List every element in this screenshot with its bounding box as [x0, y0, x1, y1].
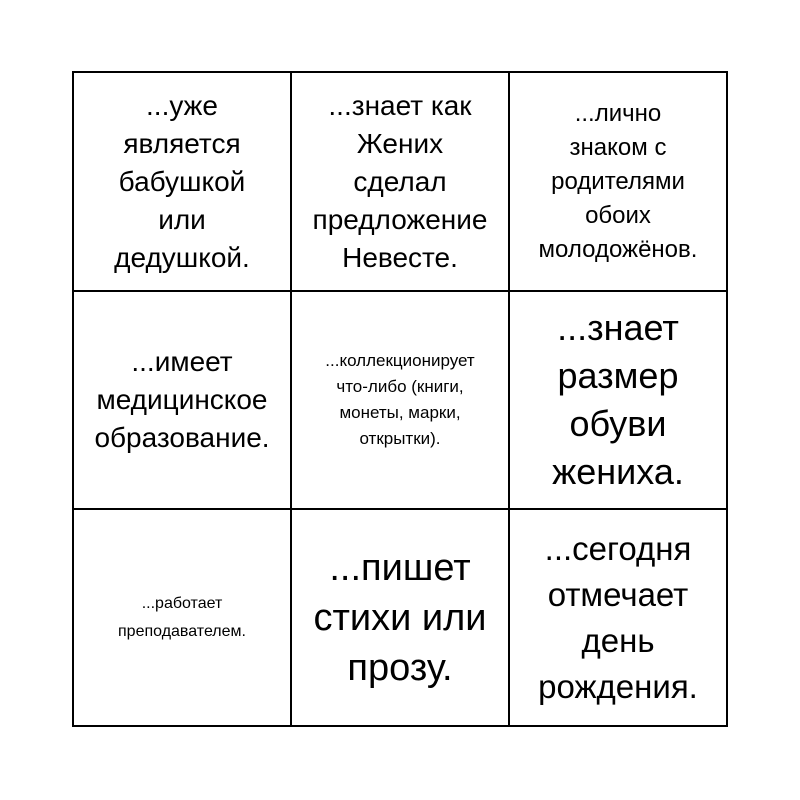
cell-text: ...лично знаком с родителями обоих молодожёнов.: [538, 99, 698, 263]
bingo-cell-1[interactable]: [74, 73, 292, 292]
bingo-cell-3[interactable]: [510, 73, 726, 292]
bingo-cell-7[interactable]: [74, 510, 292, 725]
bingo-cell-4[interactable]: [74, 292, 292, 510]
bingo-cell-6[interactable]: [510, 292, 726, 510]
cell-text: ...пишет стихи или прозу.: [313, 546, 487, 689]
cell-text: ...уже является бабушкой или дедушкой.: [114, 89, 250, 273]
bingo-card: [72, 71, 728, 727]
bingo-cell-2[interactable]: [292, 73, 510, 292]
bingo-cell-5[interactable]: [292, 292, 510, 510]
cell-text: ...знает как Жених сделал предложение Невесте.: [312, 89, 488, 273]
cell-text: ...сегодня отмечает день рождения.: [538, 529, 698, 705]
cell-text: ...знает размер обуви жениха.: [552, 307, 684, 492]
cell-text: ...имеет медицинское образование.: [94, 346, 270, 453]
bingo-cell-8[interactable]: [292, 510, 510, 725]
cell-text: ...работает преподавателем.: [118, 594, 246, 640]
bingo-cell-9[interactable]: [510, 510, 726, 725]
cell-text: ...коллекционирует что-либо (книги, монеты, марки, открытки).: [325, 351, 475, 448]
